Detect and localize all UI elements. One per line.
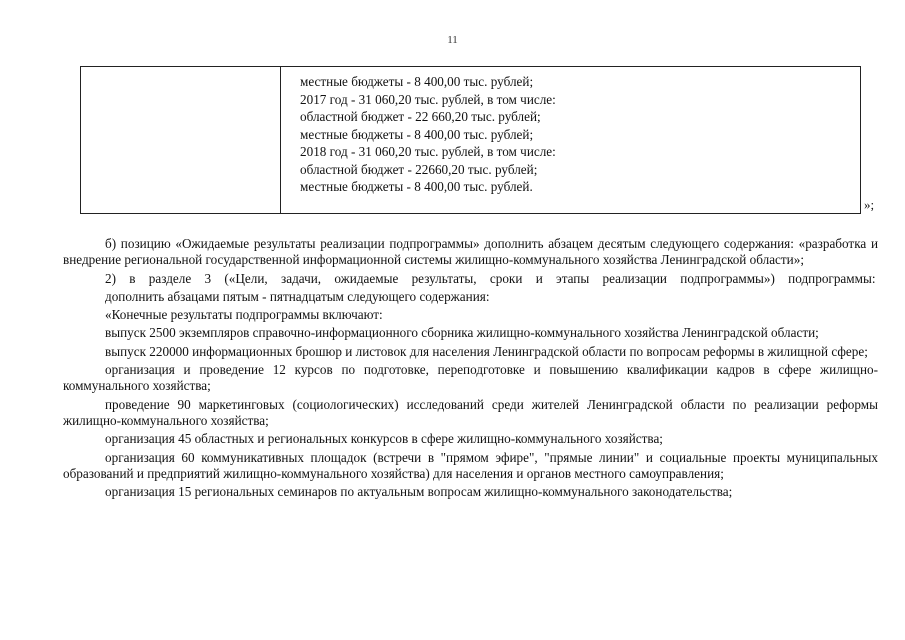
- table-column-divider: [280, 67, 281, 213]
- list-item: выпуск 2500 экземпляров справочно-информационного сборника жилищно-коммунального хозяйства Ленинградской области;: [105, 325, 819, 341]
- document-body: [63, 236, 878, 502]
- budget-line: 2018 год - 31 060,20 тыс. рублей, в том числе:: [300, 144, 556, 159]
- list-item: организация 60 коммуникативных площадок (встречи в "прямом эфире", "прямые линии" и социальные проекты муниципальных образований и предприятий жилищно-коммунального хозяйства) для населения и органов местного самоуправления;: [63, 449, 878, 481]
- list-item: организация 45 областных и региональных конкурсов в сфере жилищно-коммунального хозяйства;: [105, 431, 663, 447]
- budget-line: местные бюджеты - 8 400,00 тыс. рублей;: [300, 74, 534, 89]
- page-number: 11: [447, 34, 458, 46]
- budget-line: местные бюджеты - 8 400,00 тыс. рублей.: [300, 179, 533, 194]
- list-item: организация и проведение 12 курсов по подготовке, переподготовке и повышению квалификации кадров в сфере жилищно-коммунального хозяйства;: [63, 362, 878, 394]
- list-item: организация 15 региональных семинаров по актуальным вопросам жилищно-коммунального законодательства;: [105, 484, 733, 500]
- budget-line: 2017 год - 31 060,20 тыс. рублей, в том числе:: [300, 91, 556, 107]
- list-item: выпуск 220000 информационных брошюр и листовок для населения Ленинградской области по вопросам реформы в жилищной сфере;: [105, 343, 868, 359]
- budget-line: местные бюджеты - 8 400,00 тыс. рублей;: [300, 126, 534, 142]
- paragraph-add-abzats: дополнить абзацами пятым - пятнадцатым следующего содержания:: [105, 288, 490, 304]
- paragraph-results-intro: «Конечные результаты подпрограммы включают:: [105, 307, 383, 323]
- list-item: проведение 90 маркетинговых (социологических) исследований среди жителей Ленинградской области по реализации реформы жилищно-коммунального хозяйства;: [63, 396, 878, 428]
- budget-line: областной бюджет - 22 660,20 тыс. рублей;: [300, 109, 541, 124]
- paragraph-section-3: 2) в разделе 3 («Цели, задачи, ожидаемые результаты, сроки и этапы реализации подпрограммы») подпрограммы:: [105, 270, 876, 286]
- paragraph-position-b: б) позицию «Ожидаемые результаты реализации подпрограммы» дополнить абзацем десятым следующего содержания: «разработка и внедрение региональной государственной информационной системы жилищно-коммунального хозяйства Ленинградской области»;: [63, 236, 878, 268]
- budget-cell: [300, 73, 556, 196]
- budget-line: областной бюджет - 22660,20 тыс. рублей;: [300, 161, 538, 177]
- table-closing-mark: »;: [864, 197, 875, 212]
- budget-table: [80, 66, 861, 214]
